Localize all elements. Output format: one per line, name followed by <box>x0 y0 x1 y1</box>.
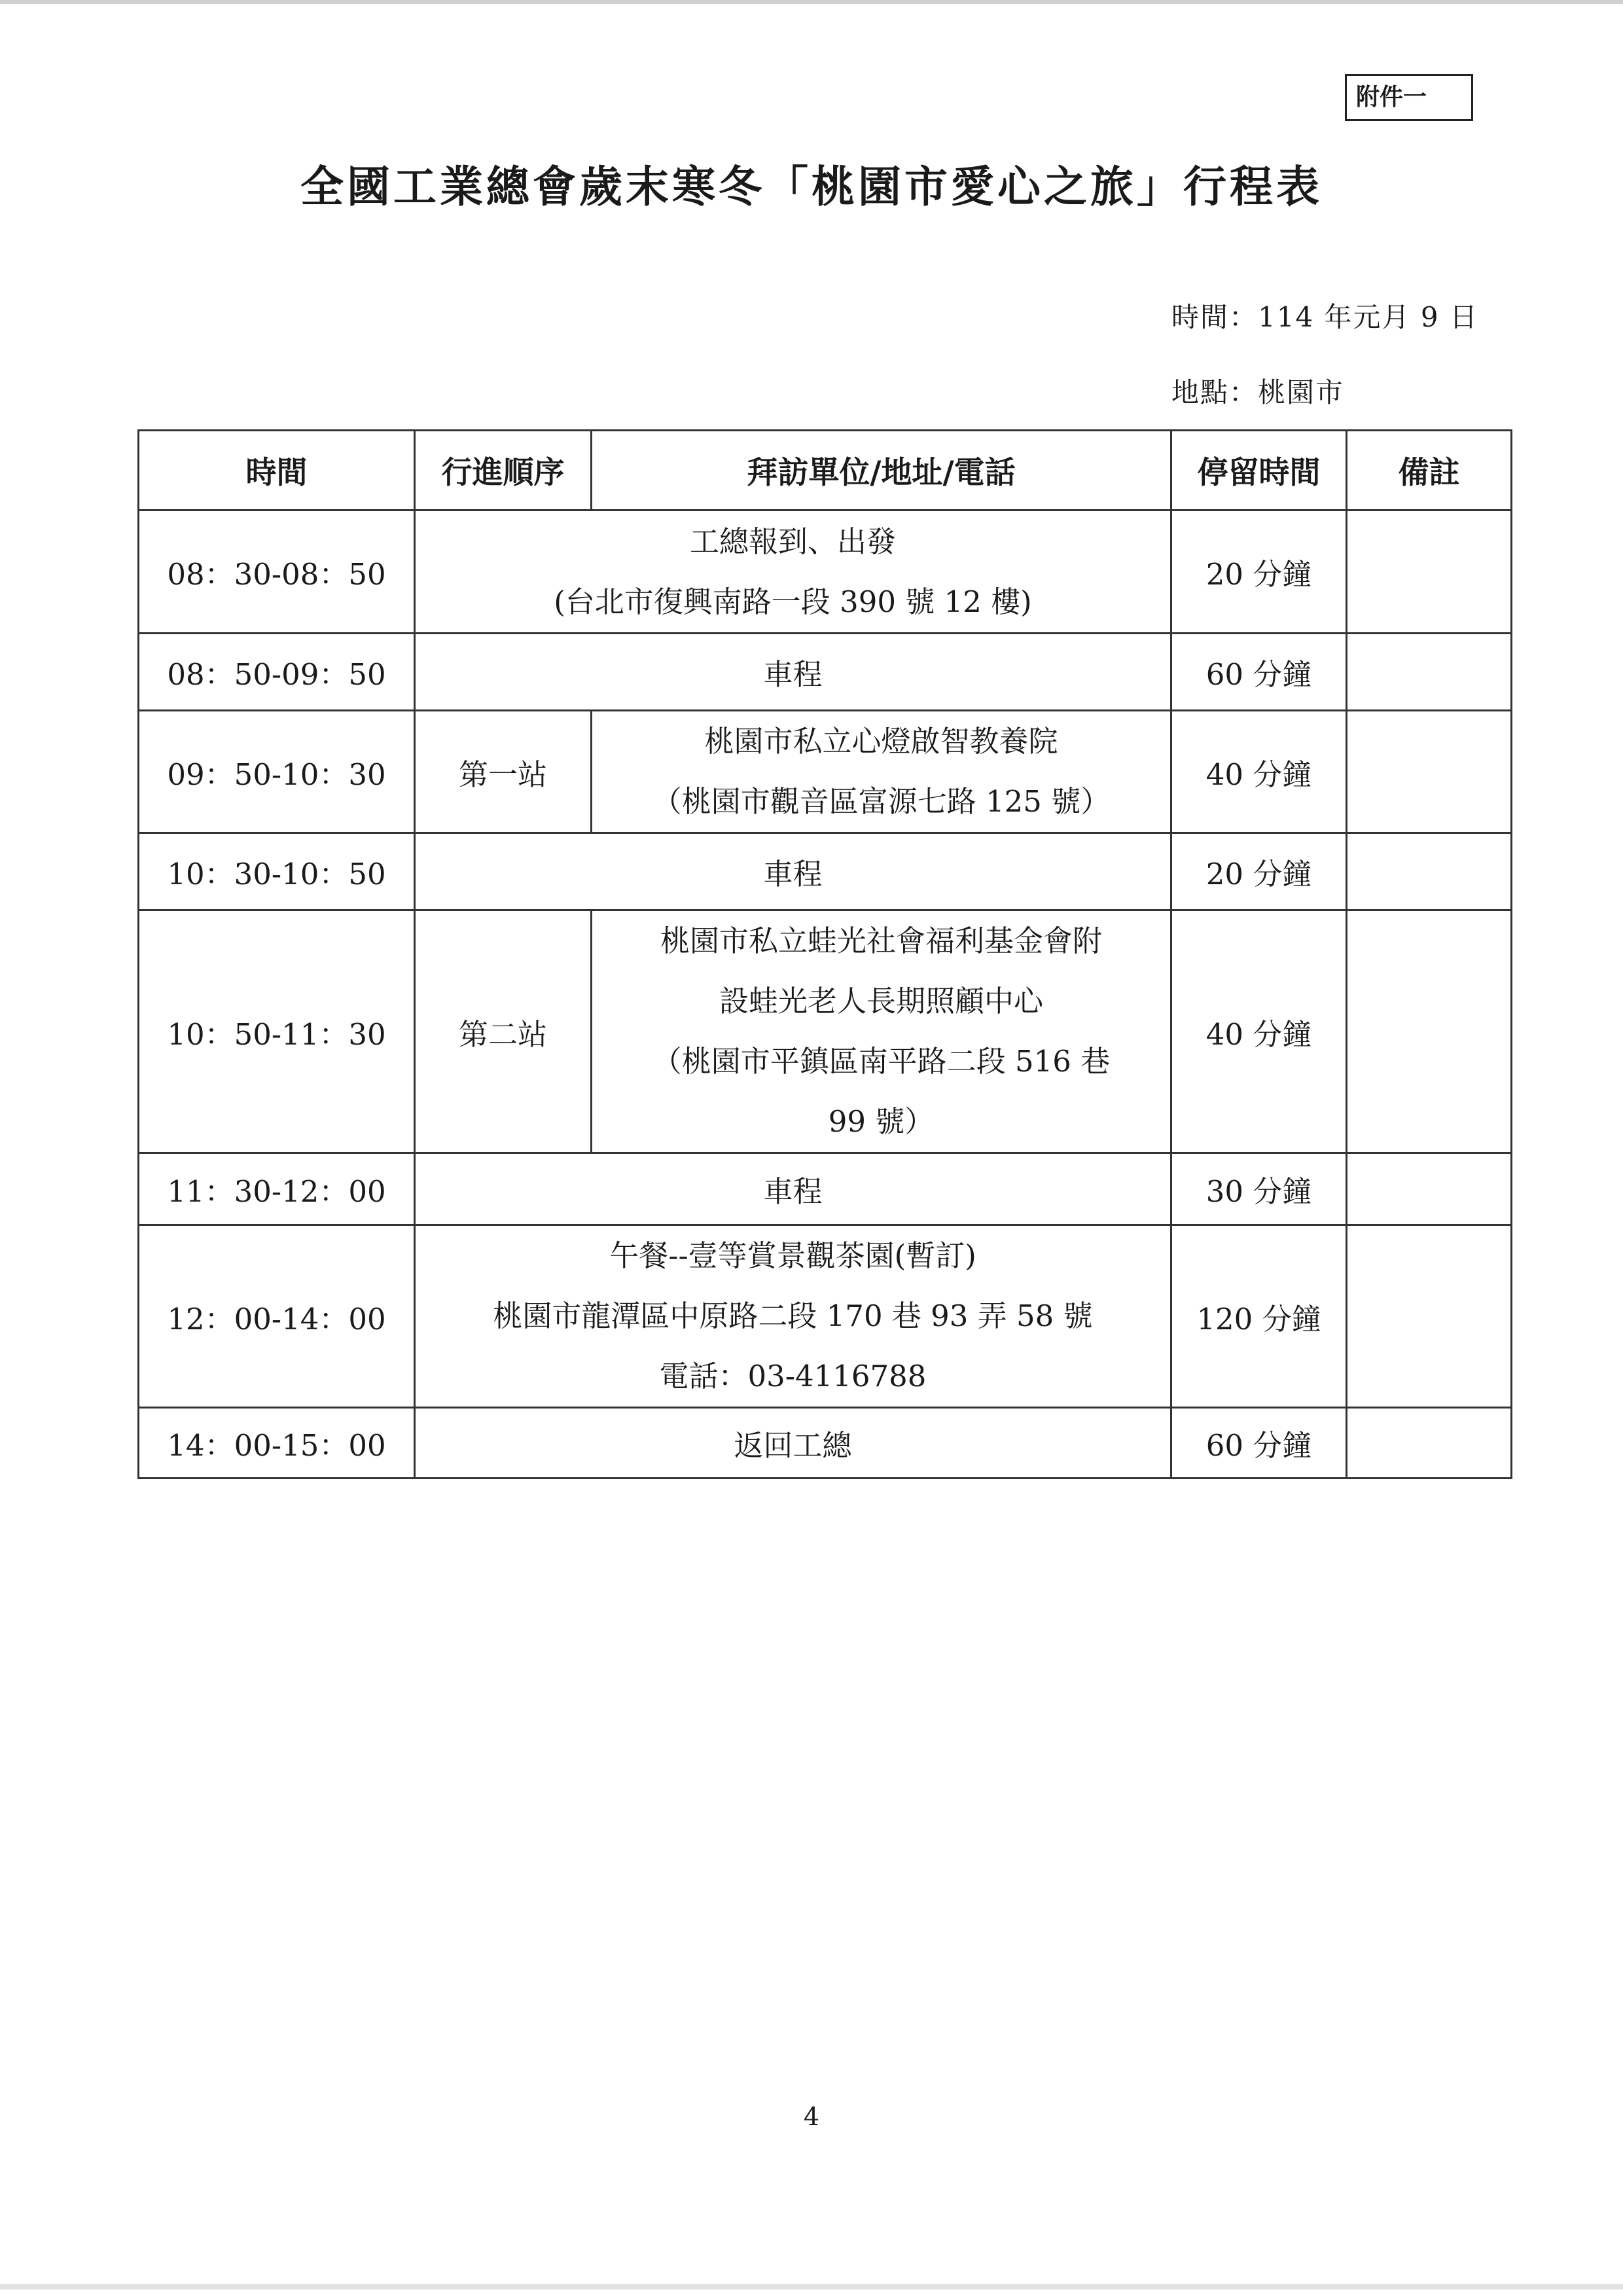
visit-line: 桃園市私立蛙光社會福利基金會附 <box>660 924 1102 958</box>
row-activity <box>415 1225 1171 1408</box>
row-duration: 60 分鐘 <box>1171 634 1347 711</box>
row-remarks <box>1347 711 1512 833</box>
visit-line: 桃園市私立心燈啟智教養院 <box>704 724 1058 759</box>
row-duration: 20 分鐘 <box>1171 511 1347 634</box>
row-visit-unit <box>592 910 1171 1153</box>
header-duration: 停留時間 <box>1171 431 1347 511</box>
row-time: 10：50-11：30 <box>139 910 415 1153</box>
row-activity: 車程 <box>415 1153 1171 1225</box>
row-duration: 40 分鐘 <box>1171 711 1347 833</box>
row-duration: 40 分鐘 <box>1171 910 1347 1153</box>
table-row <box>139 711 1512 833</box>
row-remarks <box>1347 1408 1512 1479</box>
row-activity: 車程 <box>415 833 1171 910</box>
row-time: 12：00-14：00 <box>139 1225 415 1408</box>
attachment-label: 附件一 <box>1345 74 1473 121</box>
row-time: 09：50-10：30 <box>139 711 415 833</box>
activity-line: 電話：03-4116788 <box>659 1359 927 1393</box>
activity-line: 午餐--壹等賞景觀茶園(暫訂) <box>609 1238 976 1273</box>
header-time: 時間 <box>139 431 415 511</box>
row-remarks <box>1347 1153 1512 1225</box>
activity-line: 工總報到、出發 <box>689 524 896 559</box>
row-duration: 120 分鐘 <box>1171 1225 1347 1408</box>
row-duration: 20 分鐘 <box>1171 833 1347 910</box>
table-row <box>139 1408 1512 1479</box>
table-row <box>139 1153 1512 1225</box>
table-header-row <box>139 431 1512 511</box>
row-time: 14：00-15：00 <box>139 1408 415 1479</box>
table-row <box>139 910 1512 1153</box>
visit-line: 99 號） <box>828 1104 935 1139</box>
row-remarks <box>1347 634 1512 711</box>
header-order: 行進順序 <box>415 431 592 511</box>
scan-edge-top <box>0 0 1623 4</box>
scan-edge-bottom <box>0 2284 1623 2289</box>
itinerary-table <box>137 429 1512 1479</box>
row-time: 08：30-08：50 <box>139 511 415 634</box>
schedule-place: 地點：桃園市 <box>1171 376 1345 408</box>
activity-line: (台北市復興南路一段 390 號 12 樓) <box>554 584 1032 619</box>
row-duration: 60 分鐘 <box>1171 1408 1347 1479</box>
document-title: 全國工業總會歲末寒冬「桃園市愛心之旅」行程表 <box>300 162 1323 212</box>
row-time: 10：30-10：50 <box>139 833 415 910</box>
row-remarks <box>1347 910 1512 1153</box>
table-row <box>139 1225 1512 1408</box>
visit-line: 設蛙光老人長期照顧中心 <box>719 984 1043 1018</box>
schedule-date: 時間：114 年元月 9 日 <box>1171 301 1478 333</box>
activity-line: 桃園市龍潭區中原路二段 170 巷 93 弄 58 號 <box>493 1299 1093 1333</box>
row-time: 08：50-09：50 <box>139 634 415 711</box>
row-remarks <box>1347 511 1512 634</box>
row-order: 第一站 <box>415 711 592 833</box>
row-visit-unit <box>592 711 1171 833</box>
row-activity <box>415 511 1171 634</box>
table-row <box>139 511 1512 634</box>
header-remarks: 備註 <box>1347 431 1512 511</box>
row-duration: 30 分鐘 <box>1171 1153 1347 1225</box>
row-order: 第二站 <box>415 910 592 1153</box>
row-remarks <box>1347 833 1512 910</box>
row-activity: 返回工總 <box>415 1408 1171 1479</box>
row-time: 11：30-12：00 <box>139 1153 415 1225</box>
row-remarks <box>1347 1225 1512 1408</box>
table-row <box>139 833 1512 910</box>
visit-line: （桃園市平鎮區南平路二段 516 巷 <box>652 1044 1111 1079</box>
page-number: 4 <box>803 2102 820 2131</box>
header-visit-unit: 拜訪單位/地址/電話 <box>592 431 1171 511</box>
row-activity: 車程 <box>415 634 1171 711</box>
table-row <box>139 634 1512 711</box>
visit-line: （桃園市觀音區富源七路 125 號） <box>652 784 1111 819</box>
